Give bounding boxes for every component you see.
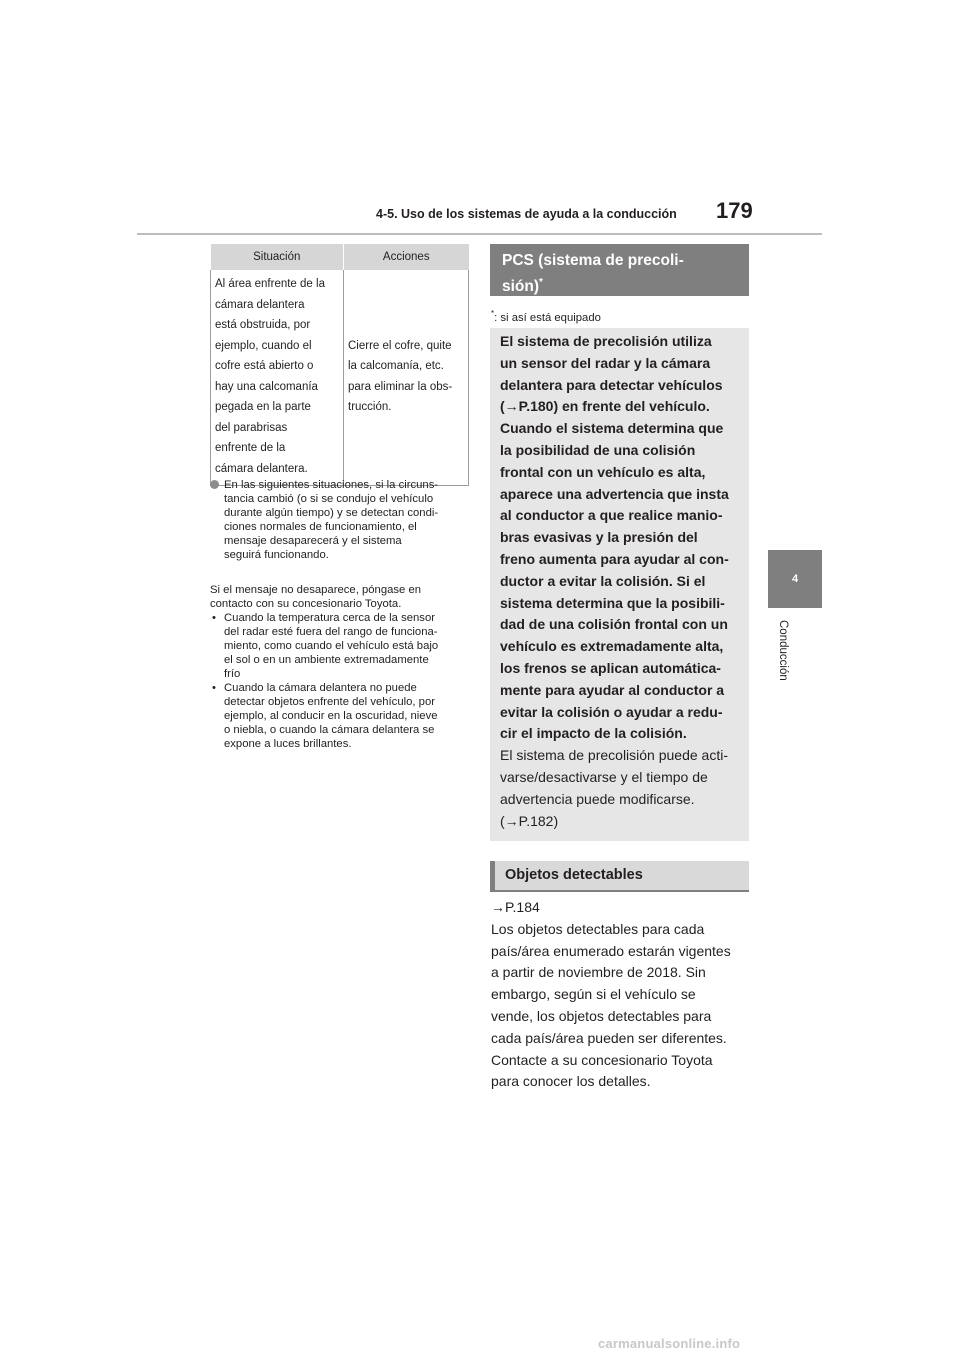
asterisk-mark: * [539, 277, 543, 288]
page-reference-link[interactable]: (→P.182) [500, 812, 559, 829]
text-line: miento, como cuando el vehículo está bajo [224, 640, 439, 652]
chapter-label [775, 620, 789, 700]
bullet-text [224, 478, 472, 562]
objects-body-text [491, 897, 753, 1093]
section-title: 4-5. Uso de los sistemas de ayuda a la conducción [376, 207, 677, 221]
site-watermark: carmanualsonline.info [598, 1336, 741, 1351]
text-line[interactable]: (→P.180) en frente del vehículo. [500, 398, 710, 415]
list-item [210, 681, 472, 751]
text-line: embargo, según si el vehículo se [491, 986, 696, 1003]
text-line: expone a luces brillantes. [224, 738, 352, 750]
list-item [210, 611, 472, 681]
text-line: país/área enumerado estarán vigentes [491, 942, 731, 959]
text-line: del radar esté fuera del rango de funciona- [224, 626, 438, 638]
list-bullet: • [212, 682, 216, 694]
cell-line: cofre está abierto o [215, 360, 314, 372]
list-bullet: • [212, 612, 216, 624]
text-line: para conocer los detalles. [491, 1073, 651, 1090]
cell-line: enfrente de la [215, 442, 286, 454]
cell-line: la calcomanía, etc. [348, 360, 444, 372]
text-line: la posibilidad de una colisión [500, 441, 696, 458]
text-line: ejemplo, al conducir en la oscuridad, nieve [224, 710, 438, 722]
text-line: frontal con un vehículo es alta, [500, 463, 706, 480]
cell-line: cámara delantera. [215, 462, 308, 475]
situation-table [210, 244, 469, 486]
text-line: frío [224, 668, 241, 680]
footnote-mark: * [491, 309, 495, 318]
text-line: un sensor del radar y la cámara [500, 354, 711, 371]
text-line: los frenos se aplican automática- [500, 659, 721, 676]
footnote-text: : si así está equipado [494, 311, 601, 324]
text-line: seguirá funcionando. [224, 549, 329, 561]
equipment-footnote [491, 309, 601, 324]
table-header-row [211, 244, 469, 270]
cell-line: Al área enfrente de la [215, 278, 325, 290]
text-line: cir el impacto de la colisión. [500, 725, 687, 742]
pcs-summary-box [490, 328, 749, 841]
heading-line: sión)* [502, 277, 543, 296]
text-line: vende, los objetos detectables para [491, 1007, 712, 1024]
bullet-dot-icon [210, 480, 219, 489]
table-cell-situation [211, 270, 344, 486]
text-line: detectar objetos enfrente del vehículo, por [224, 696, 436, 708]
text-line: sistema determina que la posibili- [500, 594, 725, 611]
text-line: o niebla, o cuando la cámara delantera se [224, 724, 435, 736]
bullet-note [210, 478, 472, 562]
text-line: Cuando el sistema determina que [500, 420, 724, 437]
text-line: ductor a evitar la colisión. Si el [500, 572, 706, 589]
cell-line: del parabrisas [215, 421, 288, 434]
text-line: al conductor a que realice manio- [500, 507, 723, 524]
text-line: tancia cambió (o si se condujo el vehículo [224, 493, 434, 505]
cell-line: trucción. [348, 401, 392, 413]
chapter-tab[interactable]: 4 [768, 550, 822, 608]
text-line: mensaje desaparecerá y el sistema [224, 535, 402, 547]
pcs-section-heading [490, 244, 749, 296]
text-line: mente para ayudar al conductor a [500, 681, 725, 698]
objects-section-heading: Objetos detectables [490, 861, 749, 892]
cell-line: Cierre el cofre, quite [348, 339, 452, 352]
cell-line: está obstruida, por [215, 319, 311, 331]
text-line: vehículo es extremadamente alta, [500, 638, 724, 655]
cell-line: para eliminar la obs- [348, 380, 453, 393]
text-line: bras evasivas y la presión del [500, 529, 698, 546]
text-line: Contacte a su concesionario Toyota [491, 1051, 713, 1068]
chapter-label-text: Conducción [777, 620, 789, 681]
text-line: advertencia puede modificarse. [500, 790, 695, 807]
text-line: ciones normales de funcionamiento, el [224, 521, 417, 533]
cell-line: pegada en la parte [215, 401, 311, 413]
page-reference-link[interactable]: →P.184 [491, 899, 540, 915]
header-divider [137, 233, 822, 235]
text-line: a partir de noviembre de 2018. Sin [491, 964, 706, 981]
text-line: contacto con su concesionario Toyota. [210, 598, 402, 610]
text-line: delantera para detectar vehículos [500, 376, 723, 393]
text-line: durante algún tiempo) y se detectan condi- [224, 507, 439, 519]
text-line: Cuando la cámara delantera no puede [224, 682, 417, 694]
text-line: El sistema de precolisión utiliza [500, 333, 712, 349]
table-header-situation: Situación [211, 244, 344, 270]
cell-line: ejemplo, cuando el [215, 339, 312, 352]
text-line: cada país/área pueden ser diferentes. [491, 1029, 727, 1046]
table-cell-action [344, 270, 469, 486]
text-line: Cuando la temperatura cerca de la sensor [224, 612, 435, 624]
text-line: freno aumenta para ayudar al con- [500, 550, 729, 567]
cell-line: cámara delantera [215, 298, 305, 311]
text-line: evitar la colisión o ayudar a redu- [500, 703, 723, 720]
text-line: varse/desactivarse y el tiempo de [500, 768, 708, 785]
table-header-actions: Acciones [344, 244, 469, 270]
text-line: el sol o en un ambiente extremadamente [224, 654, 429, 666]
text-line: El sistema de precolisión puede acti- [500, 747, 729, 764]
heading-line: PCS (sistema de precoli- [502, 252, 684, 269]
cell-line: hay una calcomanía [215, 380, 318, 393]
contact-paragraph [210, 583, 472, 751]
text-line: Los objetos detectables para cada [491, 920, 705, 937]
text-line: En las siguientes situaciones, si la circuns- [224, 479, 439, 491]
text-line: aparece una advertencia que insta [500, 485, 729, 502]
table-row [211, 270, 469, 486]
text-line: Si el mensaje no desaparece, póngase en [210, 584, 422, 596]
text-line: dad de una colisión frontal con un [500, 616, 728, 633]
page-number: 179 [716, 198, 753, 223]
